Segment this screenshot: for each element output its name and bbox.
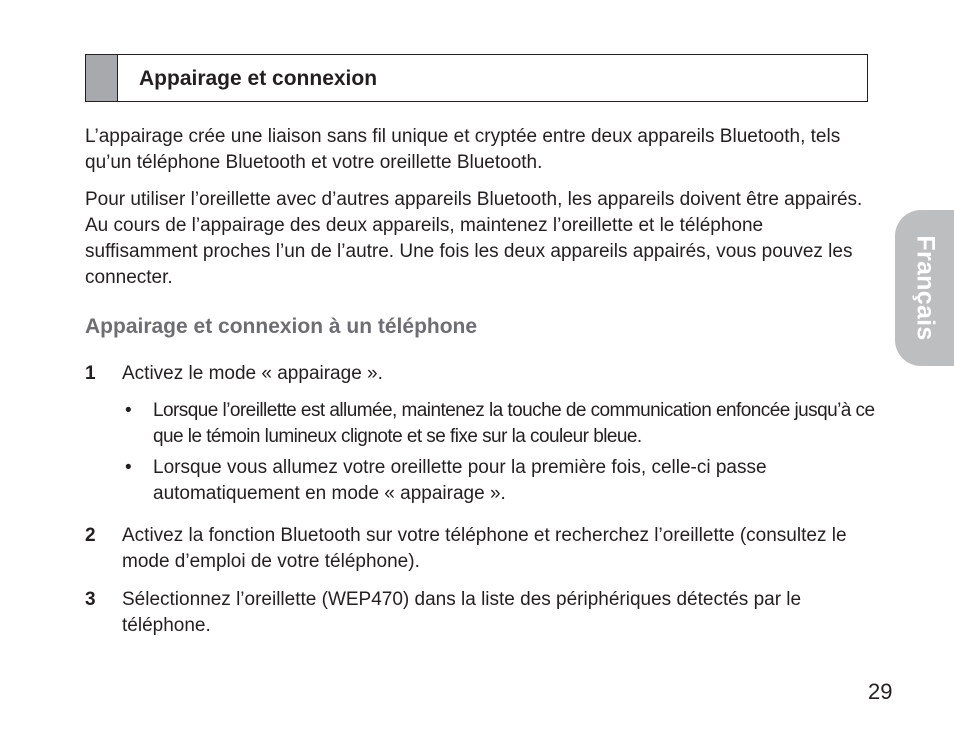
intro-paragraph-2: Pour utiliser l’oreillette avec d’autres appareils Bluetooth, les appareils doivent être appairés. Au cours de l’appairage des deux appareils, maintenez l’oreillette et le téléphone suffisamment proches l’un de l’autre. Une fois les deux appareils appairés, vous pouvez les connecter. [85,189,863,288]
subsection-title: Appairage et connexion à un téléphone [85,315,478,338]
step-1-bullet-2 [125,455,875,507]
step-1 [85,361,875,387]
step-number: 2 [85,525,96,546]
step-number: 1 [85,363,96,384]
bullet-marker: • [125,457,132,478]
language-tab [895,210,954,366]
step-1-bullet-1 [125,398,875,450]
step-3 [85,587,875,639]
language-tab-label: Français [911,235,939,341]
bullet-text: Lorsque l’oreillette est allumée, maintenez la touche de communication enfoncée jusqu’à ce que le témoin lumineux clignote et se fixe sur la couleur bleue. [153,400,875,447]
step-number: 3 [85,589,96,610]
step-text: Activez la fonction Bluetooth sur votre téléphone et recherchez l’oreillette (consultez le mode d’emploi de votre téléphone). [122,525,847,572]
section-header-swatch [86,55,118,101]
bullet-text: Lorsque vous allumez votre oreillette pour la première fois, celle-ci passe automatiquement en mode « appairage ». [153,457,767,504]
intro-paragraph-1: L’appairage crée une liaison sans fil unique et cryptée entre deux appareils Bluetooth, tels qu’un téléphone Bluetooth et votre oreillette Bluetooth. [85,126,841,173]
step-text: Activez le mode « appairage ». [122,363,383,384]
page-number: 29 [868,679,893,704]
bullet-marker: • [125,400,132,421]
section-title: Appairage et connexion [139,67,378,90]
step-2 [85,523,875,575]
section-header [85,54,868,102]
step-text: Sélectionnez l’oreillette (WEP470) dans la liste des périphériques détectés par le téléphone. [122,589,802,636]
